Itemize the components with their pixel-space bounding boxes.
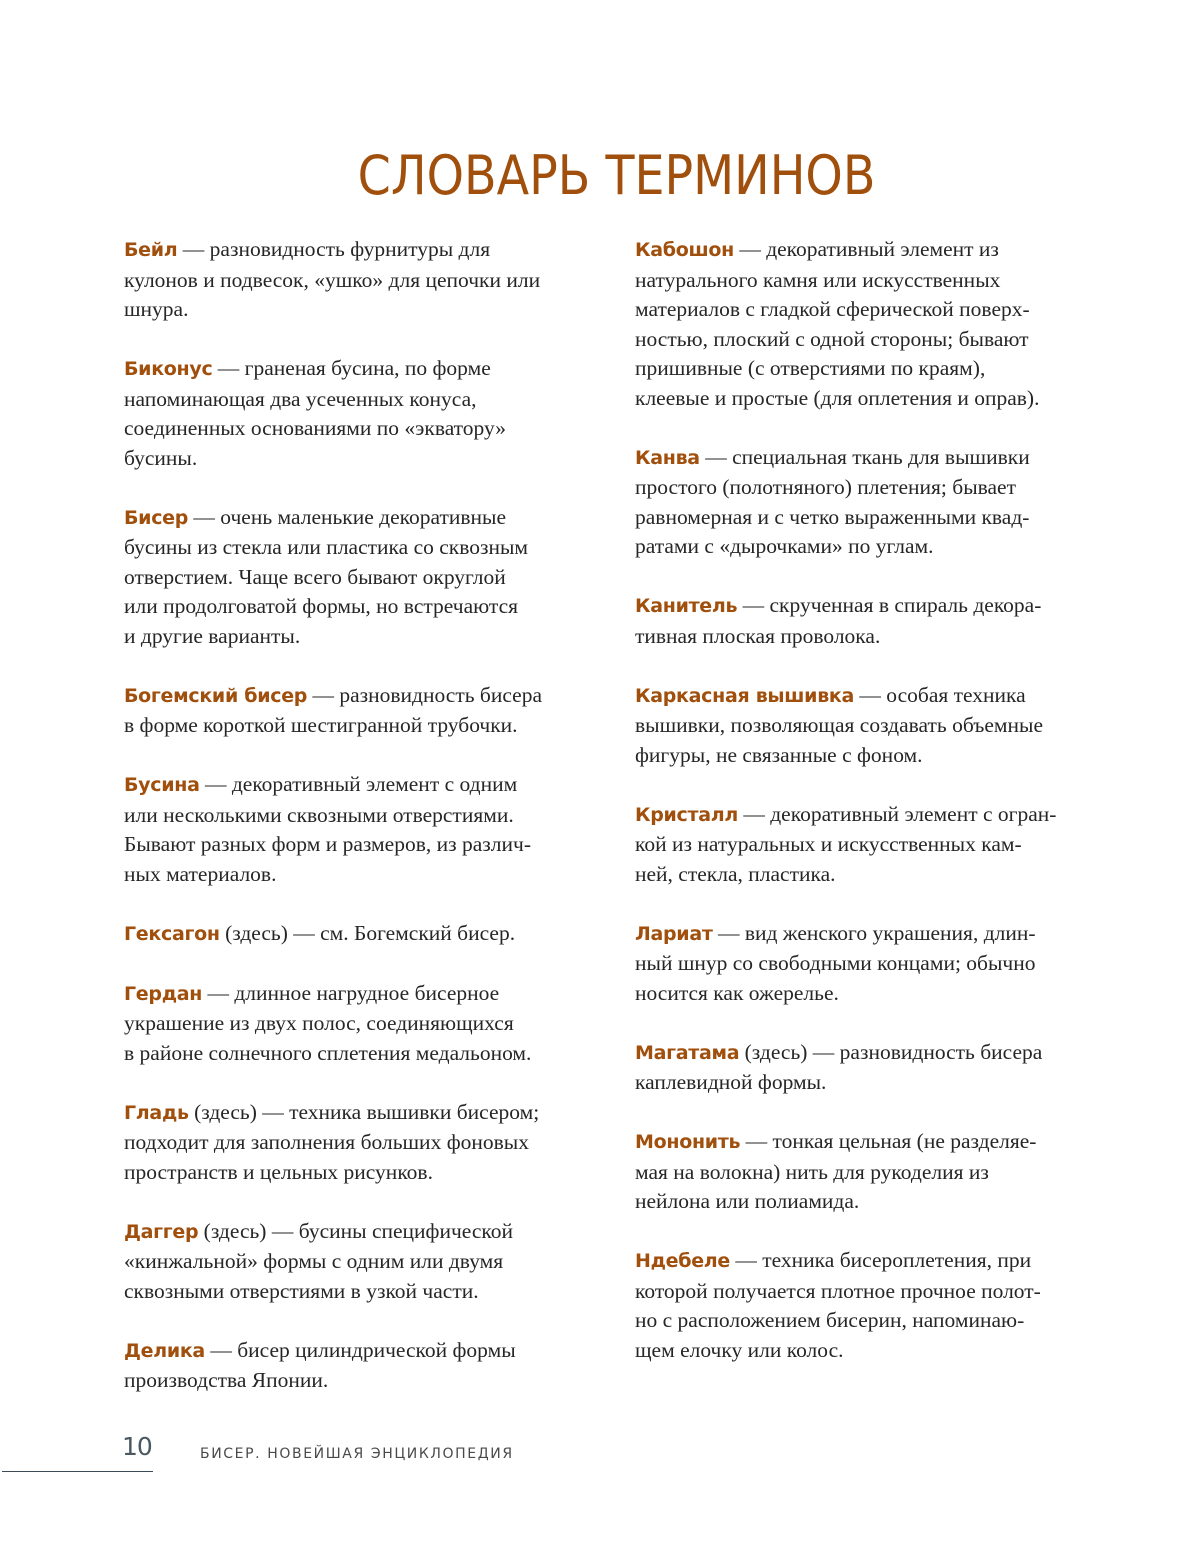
glossary-term: Канитель bbox=[635, 595, 738, 617]
definition-line: кой из натуральных и искусственных кам- bbox=[635, 832, 1022, 856]
definition-line bbox=[124, 1217, 609, 1248]
definition-line: или несколькими сквозными отверстиями. bbox=[124, 802, 514, 827]
glossary-entry bbox=[124, 1098, 609, 1188]
definition-line: фигуры, не связанные с фоном. bbox=[635, 742, 923, 767]
glossary-term: Даггер bbox=[124, 1220, 199, 1243]
definition-text: — длинное нагрудное бисерное bbox=[202, 980, 500, 1005]
glossary-term: Каркасная вышивка bbox=[635, 684, 855, 707]
definition-line bbox=[124, 979, 609, 1010]
glossary-entry bbox=[635, 443, 1120, 562]
glossary-entry bbox=[635, 1038, 1120, 1098]
definition-line: щем елочку или колос. bbox=[635, 1337, 844, 1362]
definition-line: которой получается плотное прочное полот- bbox=[635, 1278, 1041, 1303]
definition-text: — разновидность бисера bbox=[307, 682, 542, 707]
definition-text: — скрученная в спираль декора- bbox=[737, 593, 1042, 617]
definition-text: — декоративный элемент из bbox=[733, 237, 999, 261]
definition-line: ратами с «дырочками» по углам. bbox=[635, 534, 934, 558]
definition-line: ный шнур со свободными концами; обычно bbox=[635, 951, 1036, 975]
glossary-entry bbox=[635, 919, 1120, 1009]
definition-line bbox=[635, 800, 1120, 831]
glossary-term: Бейл bbox=[124, 239, 178, 261]
glossary-term: Гладь bbox=[124, 1101, 189, 1124]
definition-line: подходит для заполнения больших фоновых bbox=[124, 1130, 529, 1154]
definition-text: (здесь) — разновидность бисера bbox=[739, 1039, 1043, 1064]
definition-line bbox=[124, 770, 609, 801]
glossary-entry bbox=[124, 1217, 609, 1307]
definition-line: клеевые и простые (для оплетения и оправ). bbox=[635, 385, 1040, 410]
definition-text: — бисер цилиндрической формы bbox=[204, 1337, 516, 1362]
definition-line: соединенных основаниями по «экватору» bbox=[124, 416, 507, 440]
glossary-entry bbox=[124, 681, 609, 741]
definition-line bbox=[635, 235, 1120, 266]
definition-line: Бывают разных форм и размеров, из различ- bbox=[124, 832, 531, 856]
definition-line: ностью, плоский с одной стороны; бывают bbox=[635, 326, 1029, 351]
page-number: 10 bbox=[122, 1432, 152, 1461]
footer-rule bbox=[2, 1471, 153, 1472]
definition-line: производства Японии. bbox=[124, 1368, 329, 1392]
definition-line: но с расположением бисерин, напоминаю- bbox=[635, 1308, 1025, 1332]
glossary-term: Канва bbox=[635, 446, 700, 469]
definition-text: — тонкая цельная (не разделяе- bbox=[740, 1129, 1037, 1153]
glossary-term: Гердан bbox=[124, 982, 203, 1005]
definition-line: вышивки, позволяющая создавать объемные bbox=[635, 713, 1043, 737]
definition-line bbox=[124, 681, 609, 712]
definition-line bbox=[635, 591, 1120, 622]
definition-text: — разновидность фурнитуры для bbox=[177, 237, 491, 261]
glossary-entry bbox=[635, 681, 1120, 771]
glossary-entry bbox=[635, 800, 1120, 890]
definition-line: ней, стекла, пластика. bbox=[635, 861, 836, 886]
definition-line: напоминающая два усеченных конуса, bbox=[124, 386, 477, 411]
definition-line: пришивные (с отверстиями по краям), bbox=[635, 356, 986, 380]
definition-line: мая на волокна) нить для рукоделия из bbox=[635, 1159, 989, 1184]
definition-text: — декоративный элемент с огран- bbox=[737, 801, 1057, 826]
definition-line bbox=[124, 1336, 609, 1367]
definition-line: носится как ожерелье. bbox=[635, 980, 839, 1005]
definition-text: (здесь) — техника вышивки бисером; bbox=[188, 1099, 540, 1124]
glossary-term: Биконус bbox=[124, 358, 213, 380]
definition-text: — декоративный элемент с одним bbox=[199, 772, 518, 796]
definition-line bbox=[124, 235, 609, 266]
definition-line: пространств и цельных рисунков. bbox=[124, 1159, 433, 1184]
glossary-entry bbox=[124, 503, 609, 652]
glossary-entry bbox=[124, 770, 609, 889]
definition-text: — вид женского украшения, длин- bbox=[712, 920, 1036, 945]
glossary-term: Кабошон bbox=[635, 239, 734, 261]
definition-line: простого (полотняного) плетения; бывает bbox=[635, 475, 1016, 499]
definition-line: в форме короткой шестигранной трубочки. bbox=[124, 713, 518, 737]
glossary-term: Лариат bbox=[635, 922, 713, 945]
definition-line: шнура. bbox=[124, 297, 189, 321]
glossary-entry bbox=[635, 591, 1120, 651]
definition-line bbox=[635, 1127, 1120, 1158]
definition-line bbox=[124, 354, 609, 385]
definition-line bbox=[635, 443, 1120, 474]
definition-line: равномерная и с четко выраженными квад- bbox=[635, 504, 1030, 529]
definition-line: каплевидной формы. bbox=[635, 1070, 827, 1094]
definition-text: — техника бисероплетения, при bbox=[730, 1248, 1032, 1272]
definition-line: нейлона или полиамида. bbox=[635, 1189, 860, 1213]
definition-line bbox=[635, 1038, 1120, 1069]
glossary-term: Бусина bbox=[124, 774, 200, 796]
glossary-entry bbox=[124, 979, 609, 1069]
glossary-entry bbox=[124, 235, 609, 325]
definition-line: бусины из стекла или пластика со сквозным bbox=[124, 535, 529, 559]
definition-text: (здесь) — см. Богемский бисер. bbox=[219, 920, 516, 945]
running-head: БИСЕР. НОВЕЙШАЯ ЭНЦИКЛОПЕДИЯ bbox=[200, 1446, 514, 1462]
glossary-left-column bbox=[124, 235, 609, 1425]
definition-line bbox=[635, 1246, 1120, 1277]
definition-text: — особая техника bbox=[854, 682, 1026, 707]
definition-line: материалов с гладкой сферической поверх- bbox=[635, 297, 1030, 321]
glossary-term: Магатама bbox=[635, 1041, 740, 1064]
glossary-term: Гексагон bbox=[124, 922, 220, 945]
definition-line: бусины. bbox=[124, 445, 198, 470]
glossary-term: Богемский бисер bbox=[124, 684, 308, 707]
glossary-term: Бисер bbox=[124, 506, 189, 529]
glossary-term: Делика bbox=[124, 1339, 205, 1362]
glossary-entry bbox=[635, 235, 1120, 413]
definition-line: в районе солнечного сплетения медальоном. bbox=[124, 1040, 532, 1065]
definition-line bbox=[124, 503, 609, 534]
definition-line: натурального камня или искусственных bbox=[635, 267, 1001, 292]
definition-line bbox=[635, 681, 1120, 712]
page-title: СЛОВАРЬ ТЕРМИНОВ bbox=[357, 144, 876, 208]
definition-line: или продолговатой формы, но встречаются bbox=[124, 594, 519, 618]
glossary-entry bbox=[635, 1127, 1120, 1217]
definition-line: украшение из двух полос, соединяющихся bbox=[124, 1011, 514, 1035]
definition-line: кулонов и подвесок, «ушко» для цепочки или bbox=[124, 267, 541, 292]
definition-text: — специальная ткань для вышивки bbox=[699, 444, 1030, 469]
definition-text: — очень маленькие декоративные bbox=[188, 504, 507, 529]
glossary-term: Мононить bbox=[635, 1131, 741, 1153]
glossary-entry bbox=[635, 1246, 1120, 1365]
glossary-entry bbox=[124, 919, 609, 950]
glossary-term: Кристалл bbox=[635, 803, 738, 826]
definition-line: ных материалов. bbox=[124, 861, 277, 886]
definition-line: и другие варианты. bbox=[124, 623, 301, 648]
glossary-entry bbox=[124, 1336, 609, 1396]
definition-line: тивная плоская проволока. bbox=[635, 623, 881, 648]
definition-line bbox=[124, 919, 609, 950]
glossary-term: Ндебеле bbox=[635, 1250, 730, 1272]
definition-line: сквозными отверстиями в узкой части. bbox=[124, 1278, 479, 1303]
definition-text: (здесь) — бусины специфической bbox=[198, 1218, 514, 1243]
definition-line: «кинжальной» формы с одним или двумя bbox=[124, 1249, 504, 1273]
definition-line bbox=[124, 1098, 609, 1129]
definition-line bbox=[635, 919, 1120, 950]
glossary-entry bbox=[124, 354, 609, 473]
definition-text: — граненая бусина, по форме bbox=[212, 356, 491, 380]
definition-line: отверстием. Чаще всего бывают округлой bbox=[124, 564, 506, 589]
glossary-right-column bbox=[635, 235, 1120, 1395]
